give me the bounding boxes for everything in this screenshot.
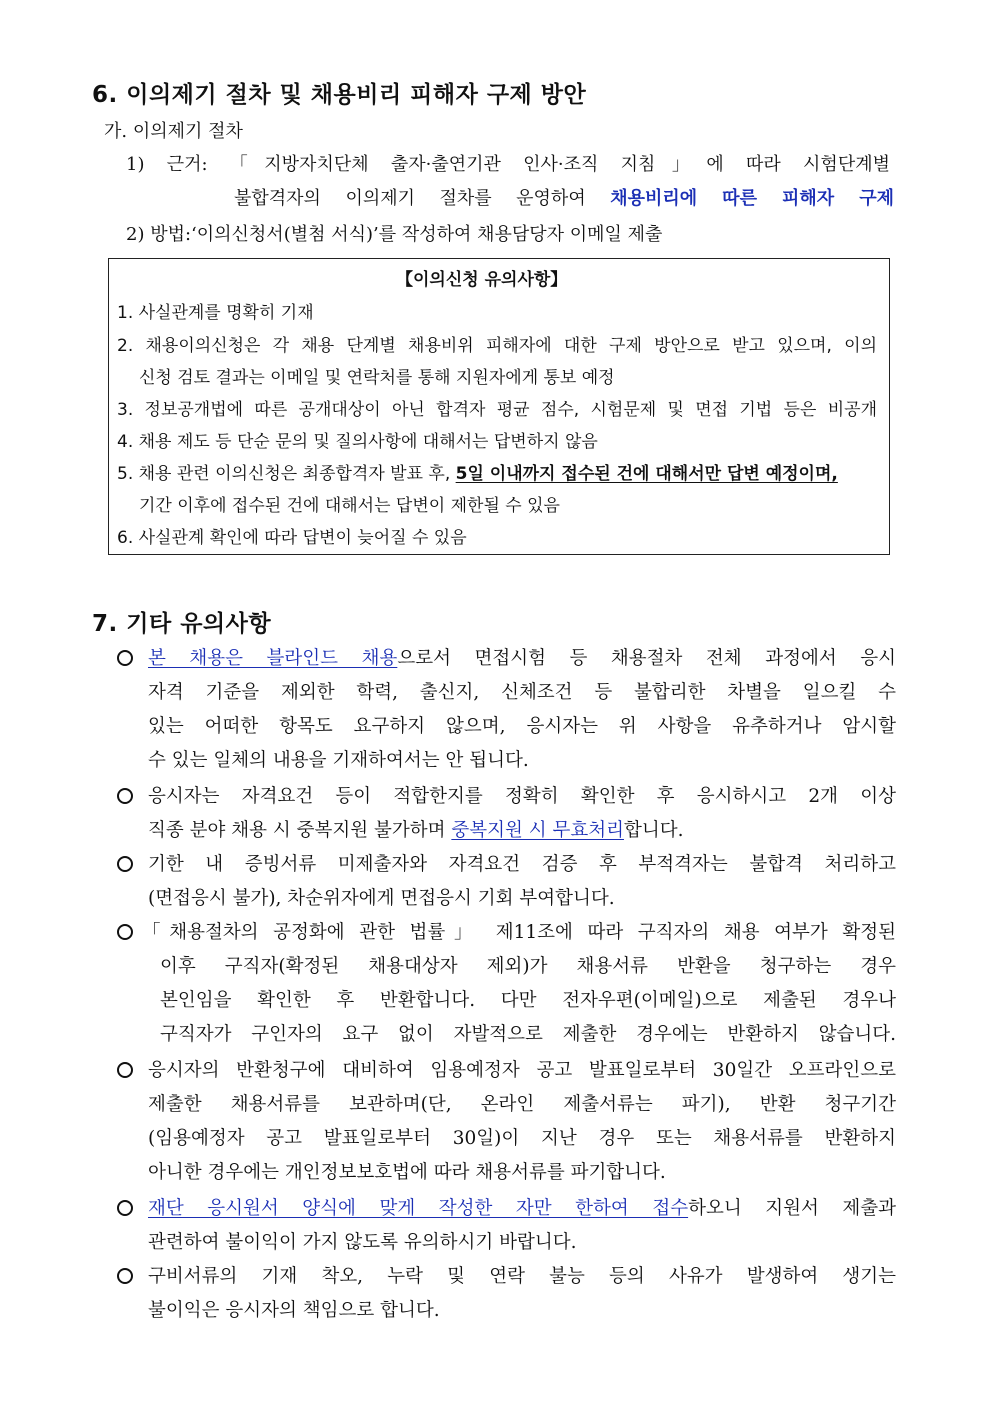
notice-item-1: 1. 사실관계를 명확히 기재 — [117, 303, 314, 323]
section-7-heading: 7. 기타 유의사항 — [92, 611, 272, 637]
duplicate-invalid-link[interactable]: 중복지원 시 무효처리 — [451, 820, 624, 841]
notice-item-2-cont: 신청 검토 결과는 이메일 및 연락처를 통해 지원자에게 통보 예정 — [139, 368, 615, 388]
bullet-circle-icon — [117, 856, 133, 872]
bullet6-line1-tail: 하오니 지원서 제출과 — [688, 1198, 896, 1219]
bullet2-line2 — [148, 816, 683, 842]
bullet-circle-icon — [117, 1268, 133, 1284]
bullet5-line1-text: 응시자의 반환청구에 대비하여 임용예정자 공고 발표일로부터 30일간 오프라인으로 — [148, 1060, 896, 1081]
notice-item-5-plain: 5. 채용 관련 이의신청은 최종합격자 발표 후, — [117, 464, 456, 484]
bullet4-line1 — [142, 918, 896, 944]
bullet-circle-icon — [117, 650, 133, 666]
bullet5-line1 — [148, 1056, 896, 1082]
notice-item-3-text: 3. 정보공개법에 따른 공개대상이 아닌 합격자 평균 점수, 시험문제 및 면접 기법 등은 비공개 — [117, 400, 877, 420]
subsection-a-label: 가. 이의제기 절차 — [104, 121, 243, 142]
bullet4-line4-text: 구직자가 구인자의 요구 없이 자발적으로 제출한 경우에는 반환하지 않습니다. — [160, 1024, 896, 1045]
bullet2-line2-plain: 직종 분야 채용 시 중복지원 불가하며 — [148, 820, 452, 841]
item2-line: 2) 방법:‘이의신청서(별첨 서식)’를 작성하여 채용담당자 이메일 제출 — [126, 224, 663, 245]
application-form-link[interactable]: 재단 응시원서 양식에 맞게 작성한 자만 한하여 접수 — [148, 1198, 689, 1219]
notice-item-6: 6. 사실관계 확인에 따라 답변이 늦어질 수 있음 — [117, 528, 467, 548]
bullet5-line4: 아니한 경우에는 개인정보보호법에 따라 채용서류를 파기합니다. — [148, 1162, 666, 1183]
item1-line2-highlight: 채용비리에 따른 피해자 구제 — [610, 188, 894, 209]
bullet-circle-icon — [117, 924, 133, 940]
bullet3-line1 — [148, 850, 896, 876]
bullet6-line1 — [148, 1194, 896, 1220]
item1-line1-text: 1) 근거: 「지방자치단체 출자·출연기관 인사·조직 지침」에 따라 시험단계별 — [126, 154, 890, 175]
bullet-circle-icon — [117, 1200, 133, 1216]
notice-item-5-cont: 기간 이후에 접수된 건에 대해서는 답변이 제한될 수 있음 — [139, 496, 560, 516]
item1-line1 — [126, 150, 890, 176]
bullet4-line1-text: 「채용절차의 공정화에 관한 법률」 제11조에 따라 구직자의 채용 여부가 확정된 — [142, 922, 896, 943]
notice-item-5 — [117, 459, 838, 484]
notice-item-5-emphasis: 5일 이내까지 접수된 건에 대해서만 답변 예정이며, — [455, 464, 838, 484]
bullet1-line3 — [148, 712, 896, 738]
bullet7-line2: 불이익은 응시자의 책임으로 합니다. — [148, 1300, 440, 1321]
bullet1-line4: 수 있는 일체의 내용을 기재하여서는 안 됩니다. — [148, 750, 529, 771]
bullet6-line1-text — [148, 1194, 896, 1220]
blind-hiring-link[interactable]: 본 채용은 블라인드 채용 — [148, 648, 398, 669]
bullet2-line2-tail: 합니다. — [623, 820, 684, 841]
notice-title: 【이의신청 유의사항】 — [396, 270, 568, 290]
bullet1-line1 — [148, 644, 896, 670]
bullet4-line3-text: 본인임을 확인한 후 반환합니다. 다만 전자우편(이메일)으로 제출된 경우나 — [160, 990, 896, 1011]
notice-item-3 — [117, 395, 877, 420]
bullet3-line1-text: 기한 내 증빙서류 미제출자와 자격요건 검증 후 부적격자는 불합격 처리하고 — [148, 854, 896, 875]
notice-item-2 — [117, 331, 877, 356]
bullet5-line3 — [148, 1124, 896, 1150]
bullet-circle-icon — [117, 788, 133, 804]
bullet4-line3 — [160, 986, 896, 1012]
bullet4-line2-text: 이후 구직자(확정된 채용대상자 제외)가 채용서류 반환을 청구하는 경우 — [160, 956, 896, 977]
item1-line2 — [234, 184, 894, 210]
bullet4-line4 — [160, 1020, 896, 1046]
bullet4-line2 — [160, 952, 896, 978]
bullet7-line1-text: 구비서류의 기재 착오, 누락 및 연락 불능 등의 사유가 발생하여 생기는 — [148, 1266, 896, 1287]
notice-item-2-text: 2. 채용이의신청은 각 채용 단계별 채용비위 피해자에 대한 구제 방안으로 받고 있으며, 이의 — [117, 336, 877, 356]
bullet1-line3-text: 있는 어떠한 항목도 요구하지 않으며, 응시자는 위 사항을 유추하거나 암시할 — [148, 716, 896, 737]
item1-line2-plain: 불합격자의 이의제기 절차를 운영하여 — [234, 188, 611, 209]
bullet2-line1-text: 응시자는 자격요건 등이 적합한지를 정확히 확인한 후 응시하시고 2개 이상 — [148, 786, 896, 807]
bullet1-line1-tail: 으로서 면접시험 등 채용절차 전체 과정에서 응시 — [397, 648, 896, 669]
bullet2-line1 — [148, 782, 896, 808]
bullet5-line2-text: 제출한 채용서류를 보관하며(단, 온라인 제출서류는 파기), 반환 청구기간 — [148, 1094, 896, 1115]
item1-line2-text — [234, 184, 894, 210]
bullet5-line2 — [148, 1090, 896, 1116]
notice-item-4: 4. 채용 제도 등 단순 문의 및 질의사항에 대해서는 답변하지 않음 — [117, 432, 598, 452]
bullet7-line1 — [148, 1262, 896, 1288]
bullet1-line2-text: 자격 기준을 제외한 학력, 출신지, 신체조건 등 불합리한 차별을 일으킬 수 — [148, 682, 896, 703]
bullet1-line2 — [148, 678, 896, 704]
bullet1-line1-text — [148, 644, 896, 670]
bullet3-line2: (면접응시 불가), 차순위자에게 면접응시 기회 부여합니다. — [148, 888, 615, 909]
bullet6-line2: 관련하여 불이익이 가지 않도록 유의하시기 바랍니다. — [148, 1232, 577, 1253]
bullet5-line3-text: (임용예정자 공고 발표일로부터 30일)이 지난 경우 또는 채용서류를 반환하지 — [148, 1128, 896, 1149]
bullet-circle-icon — [117, 1062, 133, 1078]
section-6-heading: 6. 이의제기 절차 및 채용비리 피해자 구제 방안 — [92, 82, 587, 108]
